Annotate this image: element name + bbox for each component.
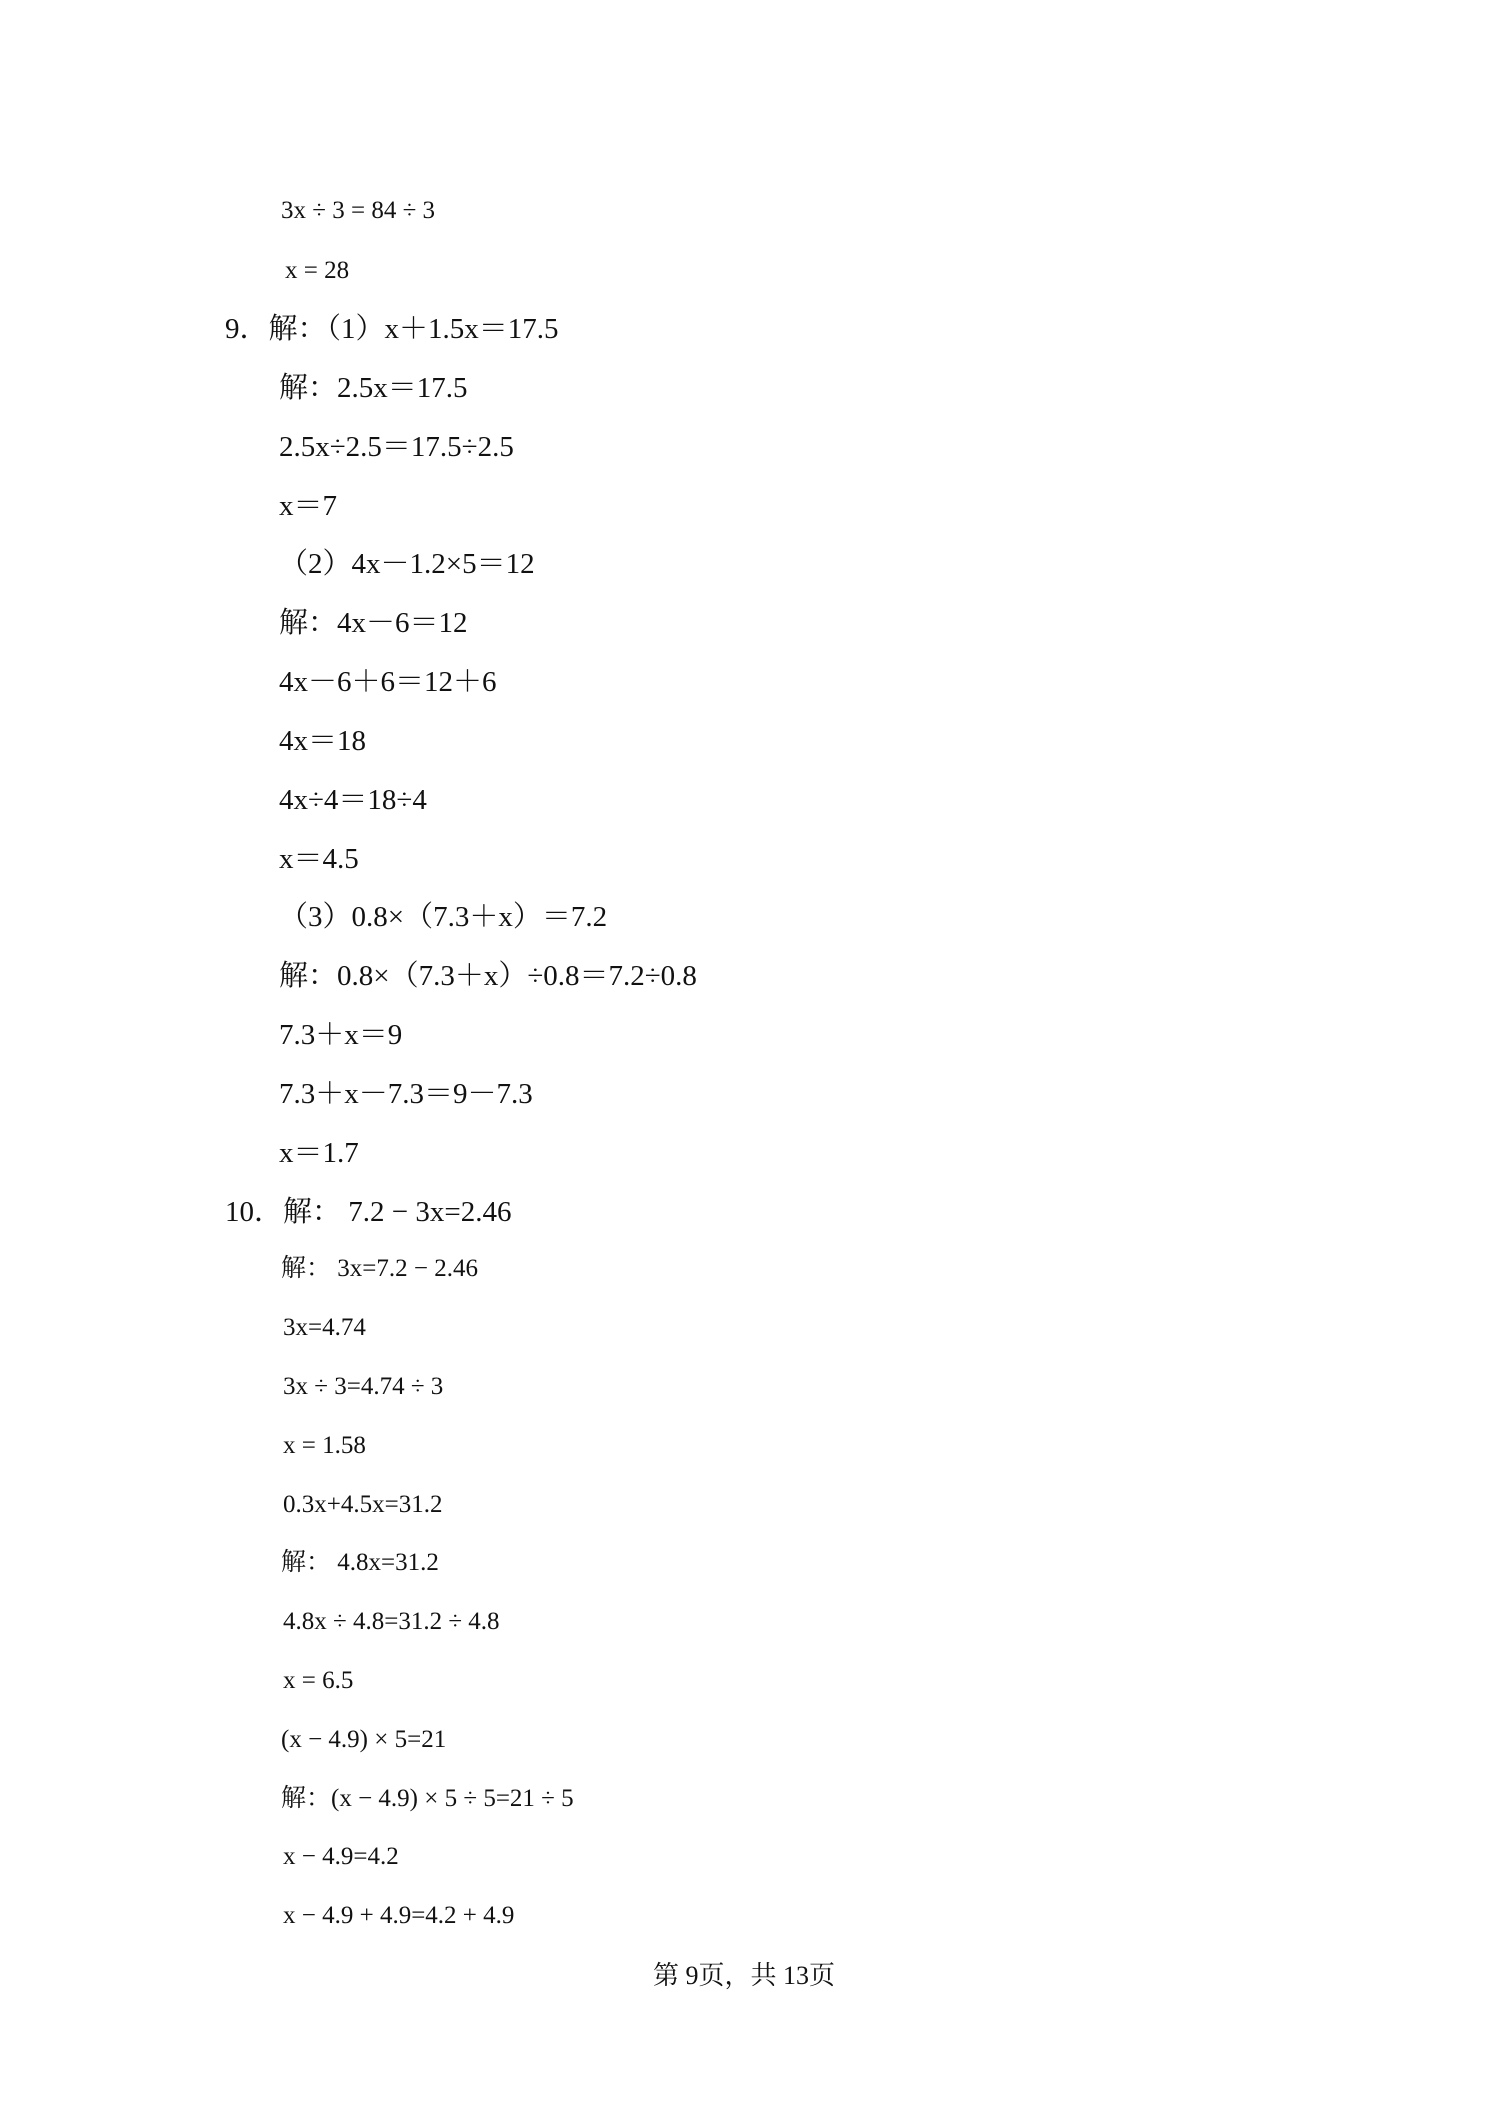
- equation-line: 4x÷4＝18÷4: [279, 784, 427, 816]
- equation-line: x＝4.5: [279, 843, 359, 875]
- equation-line: 7.3＋x－7.3＝9－7.3: [279, 1078, 533, 1110]
- equation-line: 解：2.5x＝17.5: [279, 372, 468, 404]
- equation-line: 3x ÷ 3 = 84 ÷ 3: [281, 197, 436, 224]
- problem-9-part-2-header: （2）4x－1.2×5＝12: [279, 548, 535, 580]
- problem-9-header: 9．解：（1）x＋1.5x＝17.5: [225, 313, 559, 345]
- problem-9-part-3-header: （3）0.8×（7.3＋x）＝7.2: [279, 901, 608, 933]
- equation-line: (x − 4.9) × 5=21: [281, 1726, 447, 1753]
- equation-line: 3x=4.74: [283, 1314, 366, 1341]
- equation-line: 2.5x÷2.5＝17.5÷2.5: [279, 431, 514, 463]
- equation-line: 解：4x－6＝12: [279, 607, 468, 639]
- equation-line: 7.3＋x＝9: [279, 1019, 403, 1051]
- equation-line: x − 4.9=4.2: [283, 1843, 399, 1870]
- equation-line: 4x＝18: [279, 725, 367, 757]
- equation-line: x − 4.9 + 4.9=4.2 + 4.9: [283, 1902, 515, 1929]
- equation-line: x＝1.7: [279, 1137, 359, 1169]
- equation-line: x＝7: [279, 490, 338, 522]
- equation-line: 解：0.8×（7.3＋x）÷0.8＝7.2÷0.8: [279, 960, 697, 992]
- equation-line: x = 1.58: [283, 1432, 366, 1459]
- equation-line: 解： 4.8x=31.2: [281, 1549, 439, 1576]
- page-number-footer: 第 9页，共 13页: [652, 1961, 835, 1990]
- problem-10-header: 10．解： 7.2 − 3x=2.46: [225, 1196, 512, 1228]
- equation-line: 0.3x+4.5x=31.2: [283, 1491, 443, 1518]
- equation-line: 解：(x − 4.9) × 5 ÷ 5=21 ÷ 5: [281, 1785, 574, 1812]
- equation-line: 4x－6＋6＝12＋6: [279, 666, 497, 698]
- equation-line: 解： 3x=7.2 − 2.46: [281, 1255, 478, 1282]
- equation-line: 4.8x ÷ 4.8=31.2 ÷ 4.8: [283, 1608, 500, 1635]
- equation-line: 3x ÷ 3=4.74 ÷ 3: [283, 1373, 444, 1400]
- equation-line: x = 28: [285, 257, 350, 284]
- equation-line: x = 6.5: [283, 1667, 354, 1694]
